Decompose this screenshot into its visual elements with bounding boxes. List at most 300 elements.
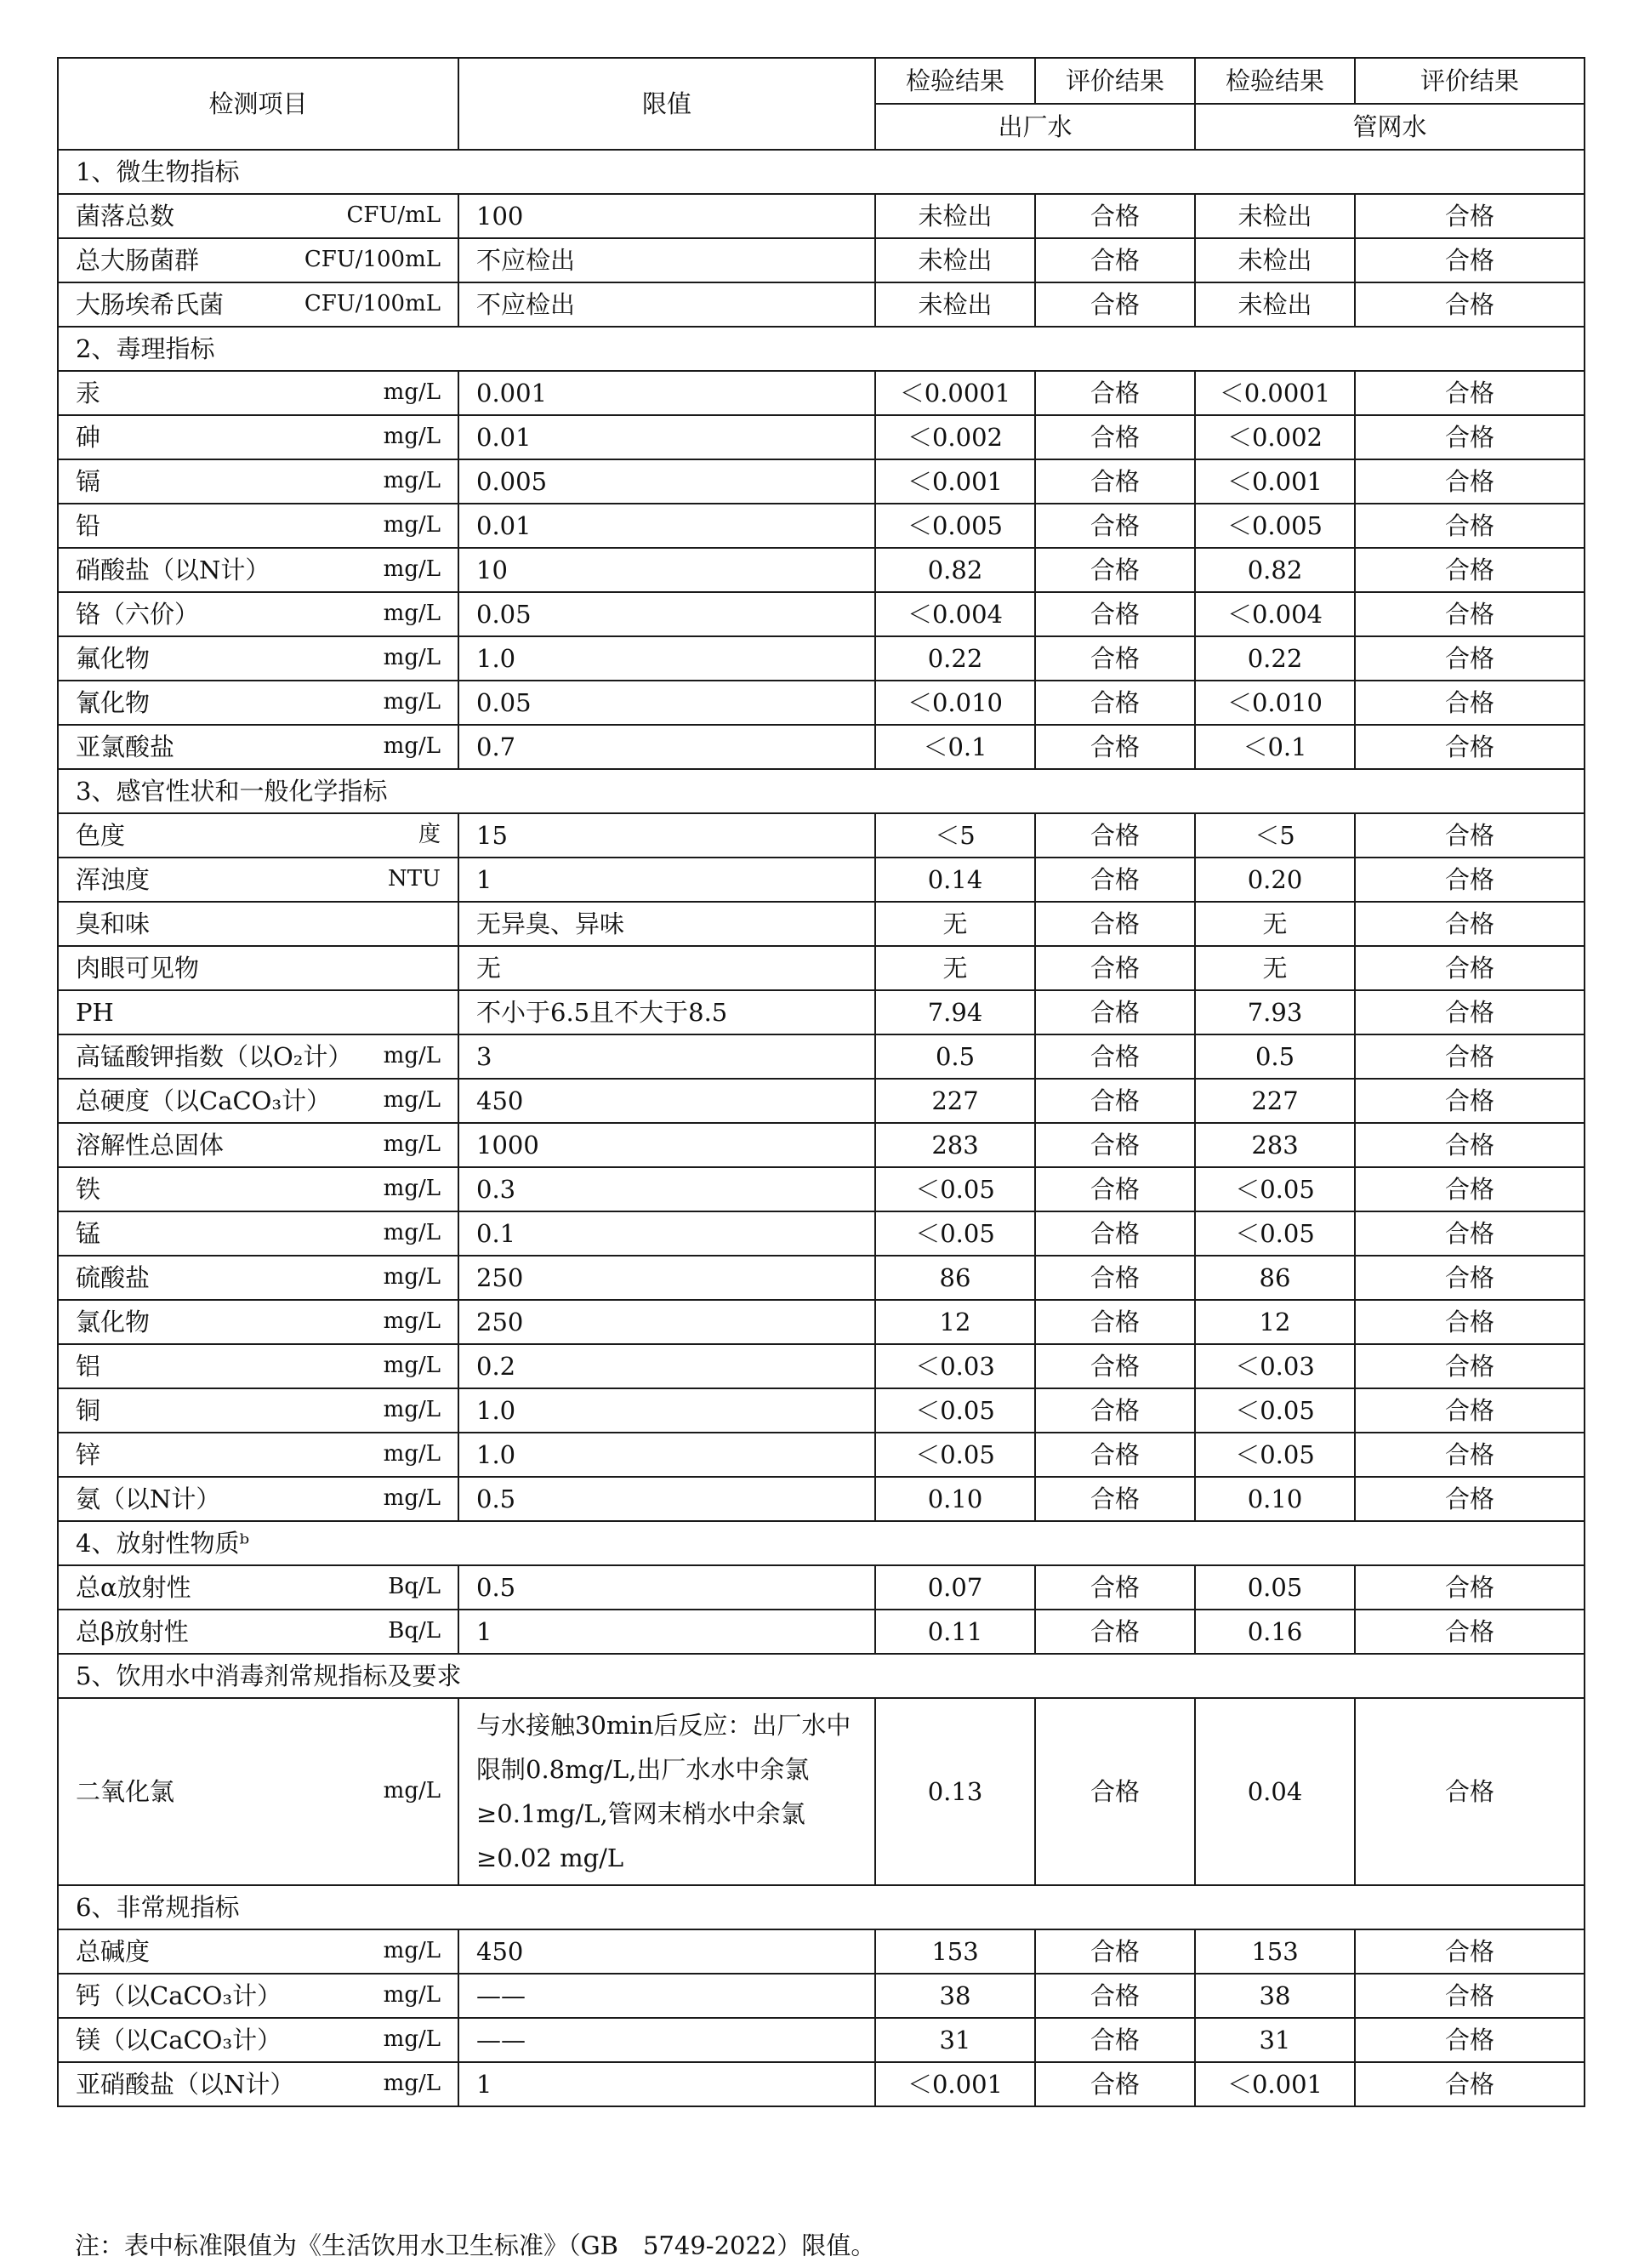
- item-cell: [58, 946, 458, 990]
- eval-network-cell: 合格: [1355, 282, 1585, 327]
- table-row: [58, 902, 1585, 946]
- item-cell: [58, 592, 458, 636]
- item-cell: [58, 1929, 458, 1974]
- eval-network-cell: 合格: [1355, 2062, 1585, 2106]
- eval-network-cell: 合格: [1355, 238, 1585, 282]
- result-factory-cell: 0.07: [875, 1565, 1035, 1610]
- eval-factory-cell: 合格: [1035, 548, 1195, 592]
- table-row: [58, 194, 1585, 238]
- item-unit: CFU/mL: [346, 202, 441, 229]
- limit-cell: ——: [458, 1974, 875, 2018]
- item-name: 高锰酸钾指数（以O₂计）: [76, 1041, 353, 1071]
- item-unit: mg/L: [383, 645, 441, 671]
- header-item: 检测项目: [58, 58, 458, 150]
- item-name: 镁（以CaCO₃计）: [76, 2025, 282, 2054]
- limit-cell: 10: [458, 548, 875, 592]
- item-name: 氨（以N计）: [76, 1484, 221, 1513]
- eval-factory-cell: 合格: [1035, 282, 1195, 327]
- result-factory-cell: 未检出: [875, 282, 1035, 327]
- item-unit: mg/L: [383, 468, 441, 494]
- item-unit: mg/L: [383, 1778, 441, 1804]
- limit-cell: 1: [458, 1610, 875, 1654]
- item-unit: mg/L: [383, 1982, 441, 2009]
- limit-cell: 0.01: [458, 415, 875, 459]
- item-cell: [58, 1034, 458, 1079]
- eval-network-cell: 合格: [1355, 1034, 1585, 1079]
- result-factory-cell: ＜0.03: [875, 1344, 1035, 1388]
- item-name: 色度: [76, 820, 126, 850]
- item-unit: mg/L: [383, 1938, 441, 1964]
- item-name: 铅: [76, 510, 101, 540]
- item-name: 亚氯酸盐: [76, 732, 175, 761]
- limit-cell: 0.3: [458, 1167, 875, 1211]
- item-cell: [58, 459, 458, 504]
- limit-cell: 0.05: [458, 681, 875, 725]
- section-title: 4、放射性物质ᵇ: [58, 1521, 1585, 1565]
- result-factory-cell: ＜0.05: [875, 1211, 1035, 1256]
- eval-factory-cell: 合格: [1035, 371, 1195, 415]
- eval-factory-cell: 合格: [1035, 1929, 1195, 1974]
- eval-factory-cell: 合格: [1035, 1974, 1195, 2018]
- item-unit: mg/L: [383, 379, 441, 406]
- table-row: [58, 1433, 1585, 1477]
- eval-factory-cell: 合格: [1035, 1167, 1195, 1211]
- table-row: [58, 636, 1585, 681]
- item-cell: [58, 1211, 458, 1256]
- report-table-container: [57, 57, 1584, 2107]
- limit-cell: 无异臭、异味: [458, 902, 875, 946]
- result-network-cell: 无: [1195, 902, 1355, 946]
- item-cell: [58, 725, 458, 769]
- result-network-cell: 未检出: [1195, 238, 1355, 282]
- item-cell: [58, 371, 458, 415]
- result-factory-cell: 227: [875, 1079, 1035, 1123]
- limit-cell: 0.05: [458, 592, 875, 636]
- table-row: [58, 1477, 1585, 1521]
- item-unit: NTU: [387, 866, 441, 892]
- eval-factory-cell: 合格: [1035, 415, 1195, 459]
- item-unit: mg/L: [383, 424, 441, 450]
- eval-factory-cell: 合格: [1035, 946, 1195, 990]
- eval-network-cell: 合格: [1355, 1123, 1585, 1167]
- section-title: 5、饮用水中消毒剂常规指标及要求: [58, 1654, 1585, 1698]
- result-network-cell: 0.22: [1195, 636, 1355, 681]
- item-unit: mg/L: [383, 1308, 441, 1335]
- item-name: 锰: [76, 1218, 101, 1248]
- result-factory-cell: ＜0.05: [875, 1167, 1035, 1211]
- limit-cell: 1.0: [458, 1388, 875, 1433]
- eval-network-cell: 合格: [1355, 1167, 1585, 1211]
- eval-network-cell: 合格: [1355, 371, 1585, 415]
- item-name: 总α放射性: [76, 1572, 191, 1602]
- section-header-row: [58, 1521, 1585, 1565]
- eval-factory-cell: 合格: [1035, 2062, 1195, 2106]
- item-unit: Bq/L: [388, 1574, 441, 1600]
- item-name: 溶解性总固体: [76, 1130, 225, 1160]
- eval-network-cell: 合格: [1355, 1698, 1585, 1885]
- item-unit: mg/L: [383, 1397, 441, 1423]
- result-factory-cell: ＜0.0001: [875, 371, 1035, 415]
- result-factory-cell: 12: [875, 1300, 1035, 1344]
- eval-network-cell: 合格: [1355, 459, 1585, 504]
- limit-cell: 与水接触30min后反应：出厂水中限制0.8mg/L,出厂水水中余氯≥0.1mg/L,管网末梢水中余氯≥0.02 mg/L: [458, 1698, 875, 1885]
- limit-cell: 1.0: [458, 1433, 875, 1477]
- result-network-cell: 0.16: [1195, 1610, 1355, 1654]
- item-name: 总大肠菌群: [76, 245, 200, 275]
- item-unit: mg/L: [383, 733, 441, 760]
- result-network-cell: 未检出: [1195, 282, 1355, 327]
- result-network-cell: 0.05: [1195, 1565, 1355, 1610]
- header-eval-network: 评价结果: [1355, 58, 1585, 104]
- table-row: [58, 2062, 1585, 2106]
- table-row: [58, 548, 1585, 592]
- result-factory-cell: ＜0.004: [875, 592, 1035, 636]
- limit-cell: 250: [458, 1300, 875, 1344]
- eval-factory-cell: 合格: [1035, 990, 1195, 1034]
- header-eval-factory: 评价结果: [1035, 58, 1195, 104]
- header-row-1: [58, 58, 1585, 104]
- limit-cell: 0.5: [458, 1565, 875, 1610]
- item-cell: [58, 858, 458, 902]
- item-name: 总β放射性: [76, 1616, 189, 1646]
- table-row: [58, 1034, 1585, 1079]
- item-unit: mg/L: [383, 1441, 441, 1467]
- limit-cell: 无: [458, 946, 875, 990]
- result-network-cell: 0.04: [1195, 1698, 1355, 1885]
- table-row: [58, 1123, 1585, 1167]
- item-name: 亚硝酸盐（以N计）: [76, 2069, 295, 2099]
- table-row: [58, 990, 1585, 1034]
- result-network-cell: 0.20: [1195, 858, 1355, 902]
- eval-factory-cell: 合格: [1035, 592, 1195, 636]
- eval-network-cell: 合格: [1355, 1610, 1585, 1654]
- result-factory-cell: 未检出: [875, 194, 1035, 238]
- item-unit: mg/L: [383, 1220, 441, 1246]
- limit-cell: 0.005: [458, 459, 875, 504]
- result-factory-cell: 0.10: [875, 1477, 1035, 1521]
- eval-factory-cell: 合格: [1035, 1211, 1195, 1256]
- eval-network-cell: 合格: [1355, 858, 1585, 902]
- item-name: 总硬度（以CaCO₃计）: [76, 1086, 332, 1115]
- header-group-factory-water: 出厂水: [875, 104, 1195, 150]
- section-title: 1、微生物指标: [58, 150, 1585, 194]
- eval-network-cell: 合格: [1355, 1300, 1585, 1344]
- item-cell: [58, 1167, 458, 1211]
- eval-factory-cell: 合格: [1035, 459, 1195, 504]
- item-cell: [58, 2018, 458, 2062]
- item-name: 钙（以CaCO₃计）: [76, 1980, 282, 2010]
- item-cell: [58, 194, 458, 238]
- table-row: [58, 1167, 1585, 1211]
- item-unit: mg/L: [383, 1087, 441, 1114]
- section-title: 2、毒理指标: [58, 327, 1585, 371]
- eval-factory-cell: 合格: [1035, 1034, 1195, 1079]
- eval-network-cell: 合格: [1355, 194, 1585, 238]
- table-row: [58, 1929, 1585, 1974]
- item-unit: 度: [418, 822, 441, 848]
- item-cell: [58, 1433, 458, 1477]
- eval-factory-cell: 合格: [1035, 1565, 1195, 1610]
- eval-network-cell: 合格: [1355, 548, 1585, 592]
- item-name: 臭和味: [76, 909, 151, 938]
- result-factory-cell: 0.22: [875, 636, 1035, 681]
- result-factory-cell: 283: [875, 1123, 1035, 1167]
- result-network-cell: ＜0.010: [1195, 681, 1355, 725]
- result-network-cell: ＜0.002: [1195, 415, 1355, 459]
- limit-cell: 3: [458, 1034, 875, 1079]
- table-row: [58, 1256, 1585, 1300]
- eval-network-cell: 合格: [1355, 2018, 1585, 2062]
- item-name: 硫酸盐: [76, 1262, 151, 1292]
- item-unit: mg/L: [383, 1264, 441, 1291]
- result-factory-cell: 0.82: [875, 548, 1035, 592]
- item-cell: [58, 282, 458, 327]
- table-row: [58, 504, 1585, 548]
- eval-network-cell: 合格: [1355, 1929, 1585, 1974]
- result-network-cell: ＜0.005: [1195, 504, 1355, 548]
- result-factory-cell: 未检出: [875, 238, 1035, 282]
- table-row: [58, 1344, 1585, 1388]
- eval-network-cell: 合格: [1355, 1211, 1585, 1256]
- section-header-row: [58, 327, 1585, 371]
- eval-network-cell: 合格: [1355, 1388, 1585, 1433]
- item-unit: mg/L: [383, 1485, 441, 1512]
- eval-network-cell: 合格: [1355, 1344, 1585, 1388]
- limit-cell: 1: [458, 2062, 875, 2106]
- eval-network-cell: 合格: [1355, 902, 1585, 946]
- eval-network-cell: 合格: [1355, 1477, 1585, 1521]
- table-row: [58, 1698, 1585, 1885]
- result-factory-cell: ＜0.05: [875, 1388, 1035, 1433]
- eval-factory-cell: 合格: [1035, 1256, 1195, 1300]
- result-network-cell: ＜0.05: [1195, 1167, 1355, 1211]
- item-name: 氯化物: [76, 1307, 151, 1336]
- result-network-cell: 0.82: [1195, 548, 1355, 592]
- table-row: [58, 1610, 1585, 1654]
- result-network-cell: ＜0.03: [1195, 1344, 1355, 1388]
- footnote: 注：表中标准限值为《生活饮用水卫生标准》（GB 5749-2022）限值。: [75, 2231, 876, 2260]
- eval-network-cell: 合格: [1355, 725, 1585, 769]
- eval-network-cell: 合格: [1355, 813, 1585, 858]
- water-quality-table: [57, 57, 1585, 2107]
- table-row: [58, 1211, 1585, 1256]
- limit-cell: 不应检出: [458, 282, 875, 327]
- eval-factory-cell: 合格: [1035, 1123, 1195, 1167]
- item-cell: [58, 1974, 458, 2018]
- limit-cell: 0.7: [458, 725, 875, 769]
- item-cell: [58, 902, 458, 946]
- eval-network-cell: 合格: [1355, 1256, 1585, 1300]
- item-unit: mg/L: [383, 601, 441, 627]
- result-factory-cell: ＜0.005: [875, 504, 1035, 548]
- table-row: [58, 459, 1585, 504]
- result-network-cell: 0.5: [1195, 1034, 1355, 1079]
- result-factory-cell: 86: [875, 1256, 1035, 1300]
- item-cell: [58, 990, 458, 1034]
- item-cell: [58, 1123, 458, 1167]
- result-factory-cell: 0.11: [875, 1610, 1035, 1654]
- result-network-cell: 283: [1195, 1123, 1355, 1167]
- item-cell: [58, 2062, 458, 2106]
- eval-network-cell: 合格: [1355, 946, 1585, 990]
- section-title: 3、感官性状和一般化学指标: [58, 769, 1585, 813]
- item-name: 铁: [76, 1174, 101, 1204]
- item-name: 菌落总数: [76, 201, 175, 231]
- eval-factory-cell: 合格: [1035, 1300, 1195, 1344]
- eval-network-cell: 合格: [1355, 1565, 1585, 1610]
- table-row: [58, 238, 1585, 282]
- limit-cell: 1000: [458, 1123, 875, 1167]
- eval-network-cell: 合格: [1355, 681, 1585, 725]
- limit-cell: 250: [458, 1256, 875, 1300]
- eval-network-cell: 合格: [1355, 415, 1585, 459]
- item-cell: [58, 1388, 458, 1433]
- table-row: [58, 1974, 1585, 2018]
- item-name: 镉: [76, 466, 101, 496]
- limit-cell: 0.5: [458, 1477, 875, 1521]
- header-group-network-water: 管网水: [1195, 104, 1585, 150]
- item-name: 氟化物: [76, 643, 151, 673]
- result-factory-cell: 0.5: [875, 1034, 1035, 1079]
- result-network-cell: ＜5: [1195, 813, 1355, 858]
- result-factory-cell: ＜5: [875, 813, 1035, 858]
- result-factory-cell: 0.14: [875, 858, 1035, 902]
- result-network-cell: ＜0.05: [1195, 1211, 1355, 1256]
- result-network-cell: ＜0.0001: [1195, 371, 1355, 415]
- result-factory-cell: 无: [875, 946, 1035, 990]
- item-unit: mg/L: [383, 2026, 441, 2053]
- limit-cell: 0.01: [458, 504, 875, 548]
- item-name: 浑浊度: [76, 864, 151, 894]
- eval-factory-cell: 合格: [1035, 504, 1195, 548]
- item-name: PH: [76, 997, 114, 1027]
- item-cell: [58, 1477, 458, 1521]
- header-result-factory: 检验结果: [875, 58, 1035, 104]
- eval-factory-cell: 合格: [1035, 681, 1195, 725]
- item-cell: [58, 1300, 458, 1344]
- section-title: 6、非常规指标: [58, 1885, 1585, 1929]
- limit-cell: 1.0: [458, 636, 875, 681]
- item-cell: [58, 1565, 458, 1610]
- limit-cell: 0.1: [458, 1211, 875, 1256]
- eval-factory-cell: 合格: [1035, 1079, 1195, 1123]
- item-cell: [58, 681, 458, 725]
- eval-factory-cell: 合格: [1035, 813, 1195, 858]
- item-cell: [58, 1344, 458, 1388]
- eval-factory-cell: 合格: [1035, 194, 1195, 238]
- eval-factory-cell: 合格: [1035, 902, 1195, 946]
- eval-factory-cell: 合格: [1035, 725, 1195, 769]
- result-network-cell: 153: [1195, 1929, 1355, 1974]
- result-factory-cell: ＜0.002: [875, 415, 1035, 459]
- limit-cell: ——: [458, 2018, 875, 2062]
- item-unit: mg/L: [383, 1043, 441, 1069]
- item-name: 大肠埃希氏菌: [76, 289, 225, 319]
- eval-factory-cell: 合格: [1035, 1477, 1195, 1521]
- item-cell: [58, 548, 458, 592]
- result-factory-cell: ＜0.001: [875, 459, 1035, 504]
- item-name: 铜: [76, 1395, 101, 1425]
- item-name: 铝: [76, 1351, 101, 1381]
- item-unit: Bq/L: [388, 1618, 441, 1644]
- table-row: [58, 946, 1585, 990]
- eval-factory-cell: 合格: [1035, 2018, 1195, 2062]
- limit-cell: 1: [458, 858, 875, 902]
- item-unit: CFU/100mL: [304, 247, 441, 273]
- limit-cell: 450: [458, 1079, 875, 1123]
- eval-factory-cell: 合格: [1035, 1610, 1195, 1654]
- item-name: 汞: [76, 378, 101, 407]
- section-header-row: [58, 769, 1585, 813]
- item-name: 铬（六价）: [76, 599, 200, 629]
- eval-network-cell: 合格: [1355, 592, 1585, 636]
- limit-cell: 15: [458, 813, 875, 858]
- item-name: 砷: [76, 422, 101, 452]
- item-unit: mg/L: [383, 1353, 441, 1379]
- item-unit: CFU/100mL: [304, 291, 441, 317]
- table-row: [58, 415, 1585, 459]
- item-cell: [58, 636, 458, 681]
- limit-cell: 不小于6.5且不大于8.5: [458, 990, 875, 1034]
- item-name: 氰化物: [76, 687, 151, 717]
- item-cell: [58, 1610, 458, 1654]
- item-cell: [58, 1079, 458, 1123]
- item-name: 二氧化氯: [76, 1776, 175, 1806]
- result-network-cell: 38: [1195, 1974, 1355, 2018]
- item-unit: mg/L: [383, 556, 441, 583]
- table-row: [58, 858, 1585, 902]
- result-network-cell: 12: [1195, 1300, 1355, 1344]
- result-factory-cell: ＜0.001: [875, 2062, 1035, 2106]
- limit-cell: 不应检出: [458, 238, 875, 282]
- table-row: [58, 282, 1585, 327]
- table-row: [58, 725, 1585, 769]
- eval-network-cell: 合格: [1355, 1079, 1585, 1123]
- item-cell: [58, 415, 458, 459]
- result-network-cell: 7.93: [1195, 990, 1355, 1034]
- result-factory-cell: 7.94: [875, 990, 1035, 1034]
- result-factory-cell: ＜0.010: [875, 681, 1035, 725]
- result-factory-cell: ＜0.1: [875, 725, 1035, 769]
- result-network-cell: 31: [1195, 2018, 1355, 2062]
- limit-cell: 100: [458, 194, 875, 238]
- result-factory-cell: 38: [875, 1974, 1035, 2018]
- table-row: [58, 371, 1585, 415]
- result-network-cell: ＜0.1: [1195, 725, 1355, 769]
- eval-network-cell: 合格: [1355, 990, 1585, 1034]
- result-factory-cell: 无: [875, 902, 1035, 946]
- result-factory-cell: ＜0.05: [875, 1433, 1035, 1477]
- table-row: [58, 592, 1585, 636]
- item-name: 硝酸盐（以N计）: [76, 555, 270, 584]
- item-cell: [58, 504, 458, 548]
- eval-factory-cell: 合格: [1035, 858, 1195, 902]
- result-factory-cell: 31: [875, 2018, 1035, 2062]
- table-row: [58, 1300, 1585, 1344]
- result-network-cell: ＜0.001: [1195, 459, 1355, 504]
- eval-network-cell: 合格: [1355, 636, 1585, 681]
- header-result-network: 检验结果: [1195, 58, 1355, 104]
- section-header-row: [58, 1885, 1585, 1929]
- item-unit: mg/L: [383, 512, 441, 539]
- item-name: 锌: [76, 1439, 101, 1469]
- result-network-cell: 无: [1195, 946, 1355, 990]
- table-row: [58, 681, 1585, 725]
- item-cell: [58, 238, 458, 282]
- eval-factory-cell: 合格: [1035, 238, 1195, 282]
- eval-network-cell: 合格: [1355, 1974, 1585, 2018]
- eval-factory-cell: 合格: [1035, 1698, 1195, 1885]
